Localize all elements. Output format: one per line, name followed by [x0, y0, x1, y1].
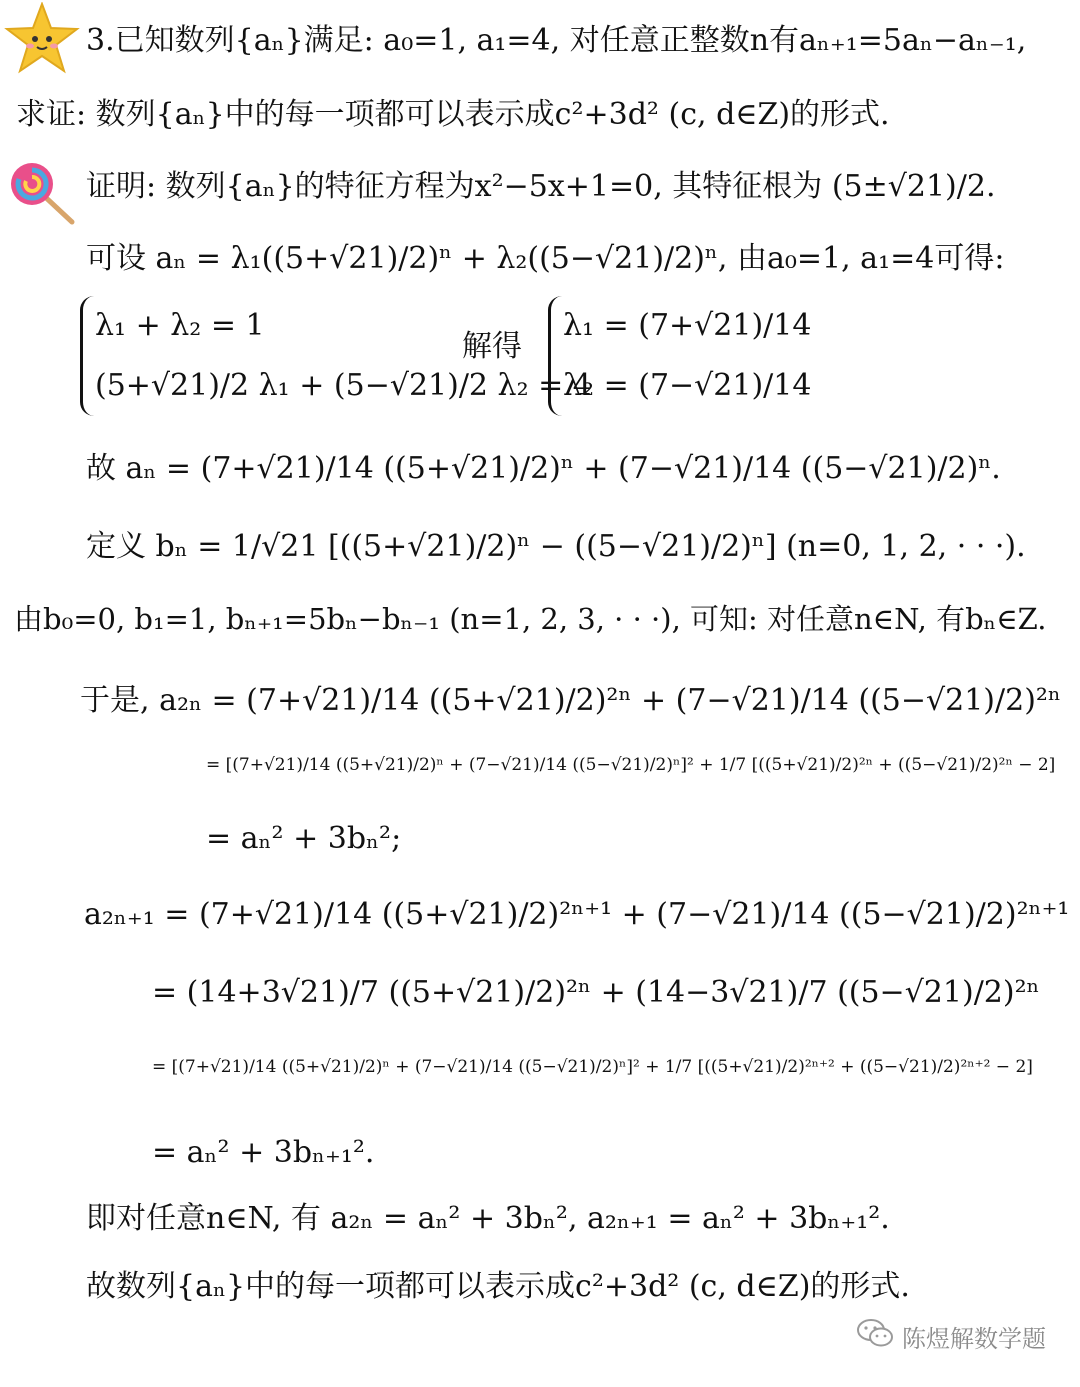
system-equation-2: (5+√21)/2 λ₁ + (5−√21)/2 λ₂ = 4 [95, 368, 592, 403]
problem-line-2: 求证: 数列{aₙ}中的每一项都可以表示成c²+3d² (c, d∈Z)的形式. [16, 97, 890, 132]
proof-line-4: 定义 bₙ = 1/√21 [((5+√21)/2)ⁿ − ((5−√21)/2)ⁿ] (n=0, 1, 2, · · ·). [86, 529, 1026, 564]
watermark [856, 1318, 1046, 1354]
proof-line-5: 由b₀=0, b₁=1, bₙ₊₁=5bₙ−bₙ₋₁ (n=1, 2, 3, · · ·), 可知: 对任意n∈N, 有bₙ∈Z. [14, 602, 1047, 636]
proof-line-14: 故数列{aₙ}中的每一项都可以表示成c²+3d² (c, d∈Z)的形式. [86, 1269, 910, 1304]
solution-lambda-1: λ₁ = (7+√21)/14 [563, 308, 812, 343]
problem-line-1: 3.已知数列{aₙ}满足: a₀=1, a₁=4, 对任意正整数n有aₙ₊₁=5aₙ−aₙ₋₁, [86, 23, 1027, 58]
proof-line-13: 即对任意n∈N, 有 a₂ₙ = aₙ² + 3bₙ², a₂ₙ₊₁ = aₙ² + 3bₙ₊₁². [86, 1201, 890, 1236]
proof-line-11: = [(7+√21)/14 ((5+√21)/2)ⁿ + (7−√21)/14 ((5−√21)/2)ⁿ]² + 1/7 [((5+√21)/2)²ⁿ⁺² + ((5−√21)/2)²ⁿ⁺² − 2] [152, 1057, 1033, 1077]
proof-line-3: 故 aₙ = (7+√21)/14 ((5+√21)/2)ⁿ + (7−√21)/14 ((5−√21)/2)ⁿ. [86, 451, 1001, 486]
proof-line-10: = (14+3√21)/7 ((5+√21)/2)²ⁿ + (14−3√21)/7 ((5−√21)/2)²ⁿ [152, 975, 1040, 1010]
proof-line-1: 证明: 数列{aₙ}的特征方程为x²−5x+1=0, 其特征根为 (5±√21)/2. [86, 169, 996, 204]
proof-line-6: 于是, a₂ₙ = (7+√21)/14 ((5+√21)/2)²ⁿ + (7−√21)/14 ((5−√21)/2)²ⁿ [80, 683, 1061, 718]
system-equation-1: λ₁ + λ₂ = 1 [95, 308, 265, 343]
watermark-text: 陈煜解数学题 [902, 1324, 1046, 1353]
proof-line-9: a₂ₙ₊₁ = (7+√21)/14 ((5+√21)/2)²ⁿ⁺¹ + (7−√21)/14 ((5−√21)/2)²ⁿ⁺¹ [84, 897, 1070, 932]
proof-line-7: = [(7+√21)/14 ((5+√21)/2)ⁿ + (7−√21)/14 ((5−√21)/2)ⁿ]² + 1/7 [((5+√21)/2)²ⁿ + ((5−√21)/2)²ⁿ − 2] [206, 755, 1056, 775]
proof-line-8: = aₙ² + 3bₙ²; [206, 821, 402, 856]
equation-system-right [548, 296, 811, 416]
solve-label: 解得 [462, 329, 522, 364]
proof-line-12: = aₙ² + 3bₙ₊₁². [152, 1135, 375, 1170]
lollipop-icon [8, 160, 78, 230]
wechat-icon [856, 1318, 894, 1354]
solution-lambda-2: λ₂ = (7−√21)/14 [563, 368, 812, 403]
proof-line-2: 可设 aₙ = λ₁((5+√21)/2)ⁿ + λ₂((5−√21)/2)ⁿ, 由a₀=1, a₁=4可得: [86, 241, 1005, 276]
star-face-icon [4, 2, 80, 78]
